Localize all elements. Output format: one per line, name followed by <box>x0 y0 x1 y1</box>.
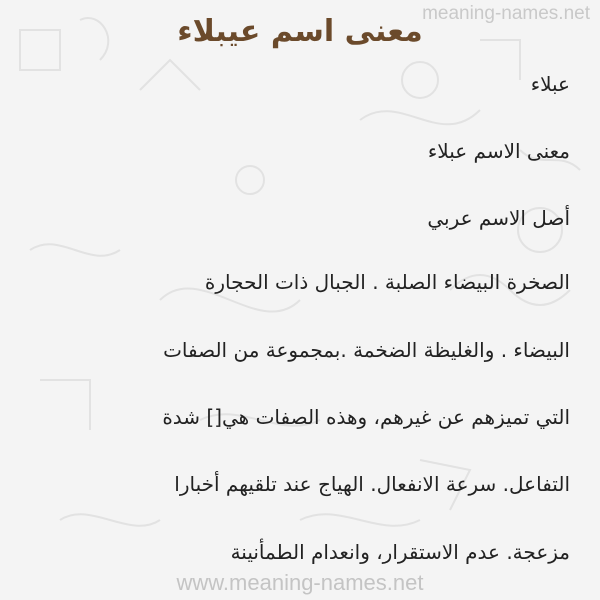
text-line: مزعجة. عدم الاستقرار، وانعدام الطمأنينة <box>230 540 570 564</box>
watermark-top: meaning-names.net <box>422 3 590 24</box>
meaning-line: معنى الاسم عبلاء <box>427 139 570 163</box>
page-title: معنى اسم عيبلاء <box>177 14 423 49</box>
text-line: التفاعل. سرعة الانفعال. الهياج عند تلقيهم أخبارا <box>174 472 570 496</box>
text-line: التي تميزهم عن غيرهم، وهذه الصفات هي[] شدة <box>162 405 570 429</box>
origin-line: أصل الاسم عربي <box>427 206 570 230</box>
name-line: عبلاء <box>530 72 570 96</box>
text-line: البيضاء . والغليظة الضخمة .بمجموعة من الصفات <box>163 338 570 362</box>
text-line: الصخرة البيضاء الصلبة . الجبال ذات الحجارة <box>204 270 570 294</box>
watermark-bottom: www.meaning-names.net <box>176 570 424 595</box>
